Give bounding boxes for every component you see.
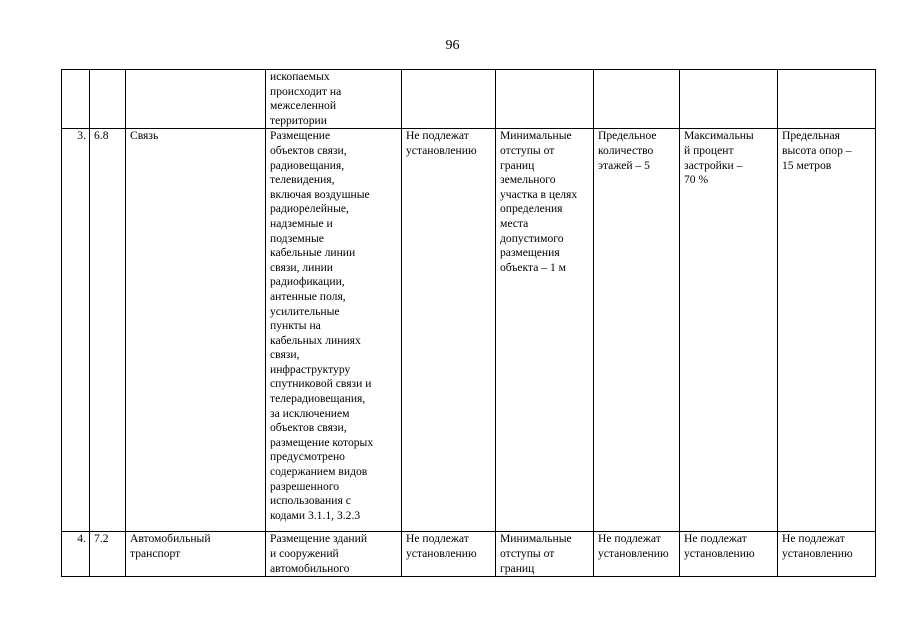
setback-cell xyxy=(496,70,594,129)
description-cell: Размещение объектов связи, радиовещания, телевидения, включая воздушные радиорелейные, надземные и подземные кабельные линии связи, линии радиофикации, антенные поля, усилительные пункты на кабельных линиях связи, инфраструктуру спутниковой связи и телерадиовещания, за исключением объектов связи, размещение которых предусмотрено содержанием видов разрешенного использования с кодами 3.1.1, 3.2.3 xyxy=(266,129,402,532)
use-name-cell: Связь xyxy=(126,129,266,532)
description-cell: ископаемых происходит на межселенной территории xyxy=(266,70,402,129)
row-number-cell xyxy=(62,70,90,129)
coverage-cell: Максимальны й процент застройки – 70 % xyxy=(680,129,778,532)
page-number: 96 xyxy=(445,38,460,53)
use-name-cell: Автомобильный транспорт xyxy=(126,532,266,577)
setback-cell: Минимальные отступы от границ xyxy=(496,532,594,577)
code-cell: 6.8 xyxy=(90,129,126,532)
code-cell: 7.2 xyxy=(90,532,126,577)
coverage-cell xyxy=(680,70,778,129)
height-cell: Не подлежат установлению xyxy=(778,532,876,577)
description-cell: Размещение зданий и сооружений автомобильного xyxy=(266,532,402,577)
coverage-cell: Не подлежат установлению xyxy=(680,532,778,577)
use-name-cell xyxy=(126,70,266,129)
height-cell: Предельная высота опор – 15 метров xyxy=(778,129,876,532)
floors-cell: Не подлежат установлению xyxy=(594,532,680,577)
table-row xyxy=(62,532,876,577)
row-number-cell: 3. xyxy=(62,129,90,532)
code-cell xyxy=(90,70,126,129)
column-5-cell xyxy=(402,70,496,129)
table-row xyxy=(62,70,876,129)
floors-cell: Предельное количество этажей – 5 xyxy=(594,129,680,532)
floors-cell xyxy=(594,70,680,129)
setback-cell: Минимальные отступы от границ земельного участка в целях определения места допустимого размещения объекта – 1 м xyxy=(496,129,594,532)
table-row xyxy=(62,129,876,532)
height-cell xyxy=(778,70,876,129)
column-5-cell: Не подлежат установлению xyxy=(402,129,496,532)
row-number-cell: 4. xyxy=(62,532,90,577)
land-use-regulations-table xyxy=(61,69,876,577)
column-5-cell: Не подлежат установлению xyxy=(402,532,496,577)
